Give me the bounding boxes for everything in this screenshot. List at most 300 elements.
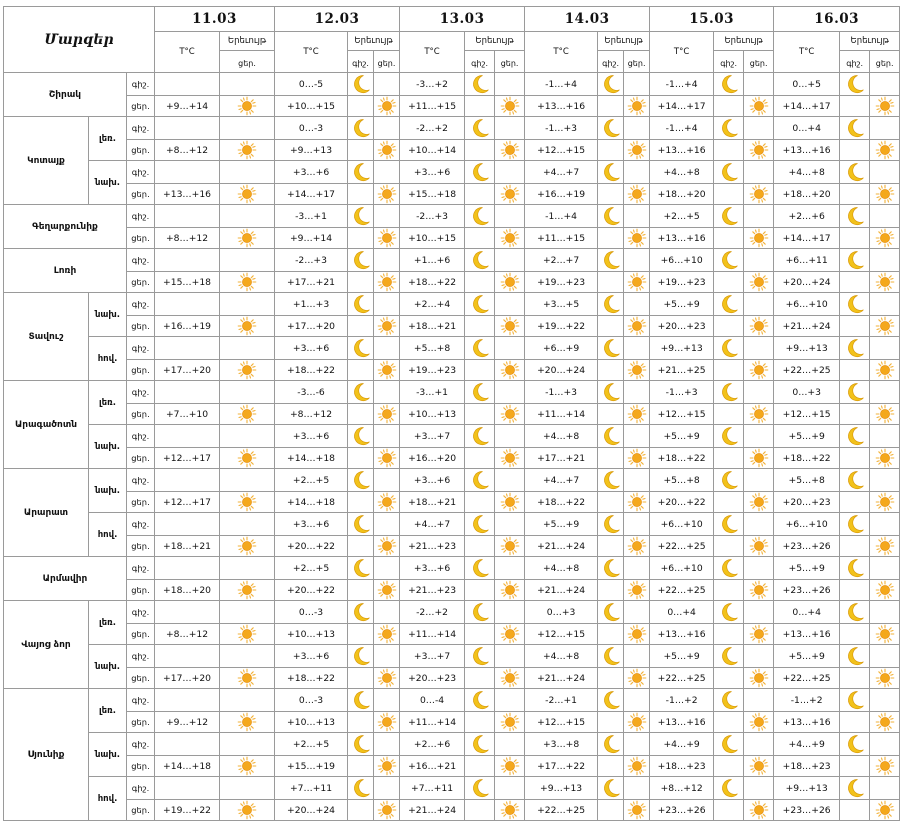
sun-icon — [495, 756, 525, 777]
temp-cell: +5…+9 — [774, 645, 840, 668]
day-header: ցեր. — [870, 51, 900, 73]
moon-glyph — [718, 469, 740, 491]
temp-cell: +17…+20 — [275, 316, 348, 337]
region-name: Կոտայք — [4, 117, 89, 205]
sun-icon — [870, 756, 900, 777]
temp-cell: -2…+3 — [400, 205, 465, 228]
empty-cell — [598, 404, 624, 425]
sun-glyph — [627, 580, 647, 600]
zone-label: լեռ. — [89, 689, 127, 733]
empty-cell — [598, 140, 624, 161]
moon-glyph — [844, 645, 866, 667]
temp-cell: +2…+4 — [400, 293, 465, 316]
sun-glyph — [749, 316, 769, 336]
empty-cell — [714, 756, 744, 777]
moon-glyph — [718, 161, 740, 183]
sun-icon — [624, 96, 650, 117]
temp-cell: -3…-6 — [275, 381, 348, 404]
moon-glyph — [718, 425, 740, 447]
temp-cell: +18…+23 — [774, 756, 840, 777]
moon-icon — [840, 205, 870, 228]
moon-glyph — [469, 733, 491, 755]
empty-cell — [465, 800, 495, 821]
day-header: ցեր. — [495, 51, 525, 73]
moon-glyph — [469, 337, 491, 359]
temp-cell: +11…+14 — [525, 404, 598, 425]
sun-glyph — [875, 360, 895, 380]
empty-cell — [374, 249, 400, 272]
empty-cell — [348, 492, 374, 513]
moon-icon — [714, 161, 744, 184]
time-of-day: գիշ. — [127, 645, 155, 668]
sun-glyph — [500, 580, 520, 600]
moon-icon — [598, 161, 624, 184]
moon-glyph — [600, 293, 622, 315]
sun-icon — [624, 184, 650, 205]
sun-glyph — [377, 800, 397, 820]
zone-label: նախ. — [89, 645, 127, 689]
temp-cell: +19…+23 — [525, 272, 598, 293]
sun-icon — [374, 272, 400, 293]
sun-icon — [495, 800, 525, 821]
moon-glyph — [600, 469, 622, 491]
sun-icon — [220, 184, 275, 205]
moon-icon — [348, 777, 374, 800]
sun-glyph — [377, 140, 397, 160]
moon-icon — [465, 513, 495, 536]
sun-glyph — [377, 580, 397, 600]
empty-cell — [624, 777, 650, 800]
sun-icon — [220, 668, 275, 689]
temp-cell: +10…+13 — [400, 404, 465, 425]
moon-glyph — [350, 425, 372, 447]
temp-cell: +18…+21 — [400, 316, 465, 337]
temp-cell: -2…+3 — [275, 249, 348, 272]
phenom-header: Երեւույթ — [465, 32, 525, 51]
sun-icon — [374, 756, 400, 777]
temp-cell: +14…+18 — [275, 492, 348, 513]
moon-icon — [348, 117, 374, 140]
empty-cell — [744, 601, 774, 624]
empty-cell — [624, 73, 650, 96]
moon-glyph — [600, 645, 622, 667]
temp-cell: -1…+4 — [525, 205, 598, 228]
temp-cell: +19…+22 — [525, 316, 598, 337]
region-name: Արարատ — [4, 469, 89, 557]
sun-icon — [220, 624, 275, 645]
sun-icon — [624, 316, 650, 337]
empty-cell — [220, 161, 275, 184]
empty-cell — [870, 249, 900, 272]
temp-cell: +11…+15 — [400, 96, 465, 117]
empty-cell — [714, 96, 744, 117]
sun-icon — [374, 404, 400, 425]
region-name: Շիրակ — [4, 73, 127, 117]
empty-cell — [714, 404, 744, 425]
empty-cell — [598, 800, 624, 821]
temp-cell: +2…+6 — [774, 205, 840, 228]
moon-icon — [598, 337, 624, 360]
temp-header: T°C — [525, 32, 598, 73]
moon-icon — [348, 733, 374, 756]
night-header: գիշ. — [465, 51, 495, 73]
empty-cell — [744, 117, 774, 140]
time-of-day: ցեր. — [127, 316, 155, 337]
empty-cell — [348, 712, 374, 733]
sun-icon — [624, 448, 650, 469]
empty-cell — [495, 425, 525, 448]
temp-cell: -1…+3 — [525, 381, 598, 404]
time-of-day: ցեր. — [127, 360, 155, 381]
empty-cell — [840, 668, 870, 689]
moon-glyph — [718, 205, 740, 227]
time-of-day: գիշ. — [127, 425, 155, 448]
moon-icon — [714, 689, 744, 712]
time-of-day: ցեր. — [127, 228, 155, 249]
empty-cell — [465, 448, 495, 469]
temp-cell: +17…+21 — [525, 448, 598, 469]
temp-cell: 0…+4 — [774, 117, 840, 140]
table-row — [4, 689, 900, 712]
sun-icon — [374, 580, 400, 601]
moon-glyph — [600, 117, 622, 139]
moon-glyph — [350, 249, 372, 271]
moon-glyph — [469, 513, 491, 535]
empty-cell — [220, 689, 275, 712]
temp-cell: +18…+21 — [155, 536, 220, 557]
table-row — [4, 448, 900, 469]
sun-glyph — [627, 228, 647, 248]
moon-glyph — [718, 337, 740, 359]
empty-cell — [624, 645, 650, 668]
table-row — [4, 712, 900, 733]
empty-cell — [840, 624, 870, 645]
temp-cell: +15…+19 — [275, 756, 348, 777]
table-row — [4, 733, 900, 756]
temp-cell: 0…-3 — [275, 601, 348, 624]
moon-icon — [598, 645, 624, 668]
moon-glyph — [469, 425, 491, 447]
moon-glyph — [718, 777, 740, 799]
empty-cell — [840, 228, 870, 249]
moon-glyph — [350, 601, 372, 623]
temp-cell — [155, 733, 220, 756]
empty-cell — [465, 272, 495, 293]
temp-cell: +19…+23 — [400, 360, 465, 381]
moon-glyph — [600, 733, 622, 755]
moon-glyph — [718, 601, 740, 623]
moon-icon — [348, 205, 374, 228]
moon-glyph — [350, 689, 372, 711]
empty-cell — [714, 800, 744, 821]
empty-cell — [495, 689, 525, 712]
empty-cell — [495, 513, 525, 536]
moon-glyph — [844, 249, 866, 271]
temp-cell: +13…+16 — [650, 624, 714, 645]
empty-cell — [348, 316, 374, 337]
empty-cell — [220, 337, 275, 360]
empty-cell — [495, 73, 525, 96]
temp-cell: +14…+17 — [774, 228, 840, 249]
empty-cell — [465, 316, 495, 337]
moon-icon — [598, 117, 624, 140]
sun-glyph — [377, 272, 397, 292]
empty-cell — [624, 381, 650, 404]
moon-glyph — [469, 469, 491, 491]
sun-glyph — [749, 96, 769, 116]
sun-glyph — [627, 404, 647, 424]
empty-cell — [374, 293, 400, 316]
sun-icon — [220, 536, 275, 557]
temp-cell: +20…+23 — [400, 668, 465, 689]
moon-icon — [465, 733, 495, 756]
sun-glyph — [875, 404, 895, 424]
moon-icon — [348, 73, 374, 96]
sun-glyph — [500, 316, 520, 336]
temp-cell: +6…+10 — [650, 513, 714, 536]
temp-cell: +7…+10 — [155, 404, 220, 425]
moon-glyph — [469, 205, 491, 227]
temp-cell: +12…+15 — [774, 404, 840, 425]
temp-cell: +21…+24 — [525, 668, 598, 689]
temp-cell: +10…+15 — [400, 228, 465, 249]
table-row — [4, 492, 900, 513]
temp-cell — [155, 161, 220, 184]
sun-glyph — [627, 140, 647, 160]
empty-cell — [374, 161, 400, 184]
zone-label: նախ. — [89, 161, 127, 205]
temp-cell: +16…+19 — [525, 184, 598, 205]
temp-cell: -1…+4 — [525, 73, 598, 96]
sun-glyph — [500, 756, 520, 776]
empty-cell — [870, 689, 900, 712]
empty-cell — [220, 645, 275, 668]
sun-icon — [220, 96, 275, 117]
sun-icon — [744, 492, 774, 513]
temp-cell: +23…+26 — [774, 800, 840, 821]
sun-glyph — [627, 360, 647, 380]
temp-cell: +4…+9 — [650, 733, 714, 756]
sun-icon — [744, 448, 774, 469]
temp-cell: 0…-4 — [400, 689, 465, 712]
moon-glyph — [844, 425, 866, 447]
empty-cell — [220, 733, 275, 756]
moon-icon — [840, 381, 870, 404]
empty-cell — [624, 469, 650, 492]
time-of-day: գիշ. — [127, 469, 155, 492]
sun-glyph — [627, 536, 647, 556]
sun-glyph — [377, 184, 397, 204]
sun-glyph — [875, 184, 895, 204]
sun-glyph — [627, 756, 647, 776]
moon-glyph — [718, 73, 740, 95]
temp-cell: +5…+9 — [650, 293, 714, 316]
temp-cell: +4…+9 — [774, 733, 840, 756]
time-of-day: գիշ. — [127, 117, 155, 140]
temp-cell: 0…-5 — [275, 73, 348, 96]
temp-cell: -2…+2 — [400, 117, 465, 140]
temp-cell: -1…+3 — [650, 381, 714, 404]
moon-icon — [598, 381, 624, 404]
phenom-header: Երեւույթ — [348, 32, 400, 51]
sun-glyph — [237, 360, 257, 380]
night-header: գիշ. — [348, 51, 374, 73]
empty-cell — [598, 668, 624, 689]
temp-cell: +10…+15 — [275, 96, 348, 117]
sun-glyph — [875, 756, 895, 776]
temp-cell: +23…+26 — [650, 800, 714, 821]
sun-icon — [624, 272, 650, 293]
moon-icon — [465, 469, 495, 492]
moon-icon — [714, 337, 744, 360]
sun-icon — [870, 580, 900, 601]
empty-cell — [744, 205, 774, 228]
empty-cell — [374, 381, 400, 404]
temp-cell: +14…+18 — [155, 756, 220, 777]
sun-icon — [624, 536, 650, 557]
empty-cell — [220, 601, 275, 624]
zone-label: հով. — [89, 513, 127, 557]
empty-cell — [870, 469, 900, 492]
temp-cell: +3…+6 — [275, 161, 348, 184]
moon-icon — [598, 293, 624, 316]
empty-cell — [744, 557, 774, 580]
sun-glyph — [377, 404, 397, 424]
zone-label: հով. — [89, 337, 127, 381]
phenom-header: Երեւույթ — [598, 32, 650, 51]
empty-cell — [870, 381, 900, 404]
time-of-day: գիշ. — [127, 601, 155, 624]
empty-cell — [624, 293, 650, 316]
table-row — [4, 668, 900, 689]
time-of-day: ցեր. — [127, 272, 155, 293]
sun-glyph — [237, 800, 257, 820]
sun-glyph — [237, 580, 257, 600]
temp-cell: +22…+25 — [650, 668, 714, 689]
sun-glyph — [875, 536, 895, 556]
moon-icon — [348, 469, 374, 492]
moon-icon — [598, 425, 624, 448]
temp-cell: +20…+24 — [275, 800, 348, 821]
temp-cell: +21…+23 — [400, 536, 465, 557]
sun-glyph — [237, 536, 257, 556]
region-name: Արագածոտն — [4, 381, 89, 469]
temp-cell: +5…+9 — [525, 513, 598, 536]
sun-glyph — [237, 492, 257, 512]
temp-cell: +21…+25 — [650, 360, 714, 381]
temp-cell: +9…+13 — [650, 337, 714, 360]
time-of-day: գիշ. — [127, 381, 155, 404]
moon-icon — [714, 557, 744, 580]
empty-cell — [495, 733, 525, 756]
empty-cell — [465, 404, 495, 425]
temp-cell: +17…+20 — [155, 360, 220, 381]
sun-glyph — [377, 492, 397, 512]
moon-icon — [714, 205, 744, 228]
empty-cell — [744, 337, 774, 360]
sun-icon — [495, 140, 525, 161]
temp-cell: +18…+22 — [400, 272, 465, 293]
temp-cell: +21…+24 — [525, 536, 598, 557]
temp-cell: +5…+8 — [650, 469, 714, 492]
sun-glyph — [500, 668, 520, 688]
moon-icon — [714, 777, 744, 800]
moon-icon — [348, 337, 374, 360]
temp-header: T°C — [774, 32, 840, 73]
day-header: ցեր. — [624, 51, 650, 73]
sun-icon — [744, 316, 774, 337]
empty-cell — [840, 404, 870, 425]
temp-cell: -2…+1 — [525, 689, 598, 712]
temp-cell: +16…+20 — [400, 448, 465, 469]
temp-cell: +18…+22 — [275, 668, 348, 689]
temp-header: T°C — [400, 32, 465, 73]
temp-cell: +21…+23 — [400, 580, 465, 601]
moon-glyph — [469, 777, 491, 799]
temp-cell — [155, 337, 220, 360]
temp-cell: +13…+16 — [774, 624, 840, 645]
sun-glyph — [627, 668, 647, 688]
table-row — [4, 777, 900, 800]
moon-icon — [465, 425, 495, 448]
temp-cell: +9…+13 — [275, 140, 348, 161]
sun-icon — [744, 580, 774, 601]
table-row — [4, 381, 900, 404]
sun-icon — [374, 800, 400, 821]
empty-cell — [744, 161, 774, 184]
time-of-day: գիշ. — [127, 557, 155, 580]
temp-cell: +4…+8 — [650, 161, 714, 184]
temp-cell: +17…+20 — [155, 668, 220, 689]
temp-cell: -1…+4 — [650, 117, 714, 140]
empty-cell — [714, 184, 744, 205]
temp-cell: +1…+3 — [275, 293, 348, 316]
temp-cell: +18…+22 — [650, 448, 714, 469]
empty-cell — [840, 712, 870, 733]
sun-glyph — [377, 668, 397, 688]
temp-cell: +13…+16 — [774, 712, 840, 733]
temp-cell: -3…+2 — [400, 73, 465, 96]
sun-icon — [870, 96, 900, 117]
moon-glyph — [350, 117, 372, 139]
date-header-6: 16.03 — [774, 7, 900, 32]
temp-cell: +2…+6 — [400, 733, 465, 756]
sun-glyph — [875, 316, 895, 336]
temp-header: T°C — [650, 32, 714, 73]
temp-cell: +20…+24 — [525, 360, 598, 381]
moon-glyph — [350, 381, 372, 403]
empty-cell — [220, 777, 275, 800]
empty-cell — [744, 645, 774, 668]
sun-icon — [374, 360, 400, 381]
table-body — [4, 73, 900, 821]
moon-glyph — [718, 645, 740, 667]
moon-icon — [840, 293, 870, 316]
empty-cell — [744, 469, 774, 492]
time-of-day: գիշ. — [127, 777, 155, 800]
empty-cell — [348, 360, 374, 381]
moon-glyph — [469, 689, 491, 711]
sun-glyph — [500, 624, 520, 644]
temp-cell: +22…+25 — [525, 800, 598, 821]
temp-cell: +16…+19 — [155, 316, 220, 337]
empty-cell — [220, 469, 275, 492]
moon-icon — [348, 601, 374, 624]
moon-icon — [465, 645, 495, 668]
table-row — [4, 205, 900, 228]
time-of-day: ցեր. — [127, 624, 155, 645]
date-header-1: 11.03 — [155, 7, 275, 32]
